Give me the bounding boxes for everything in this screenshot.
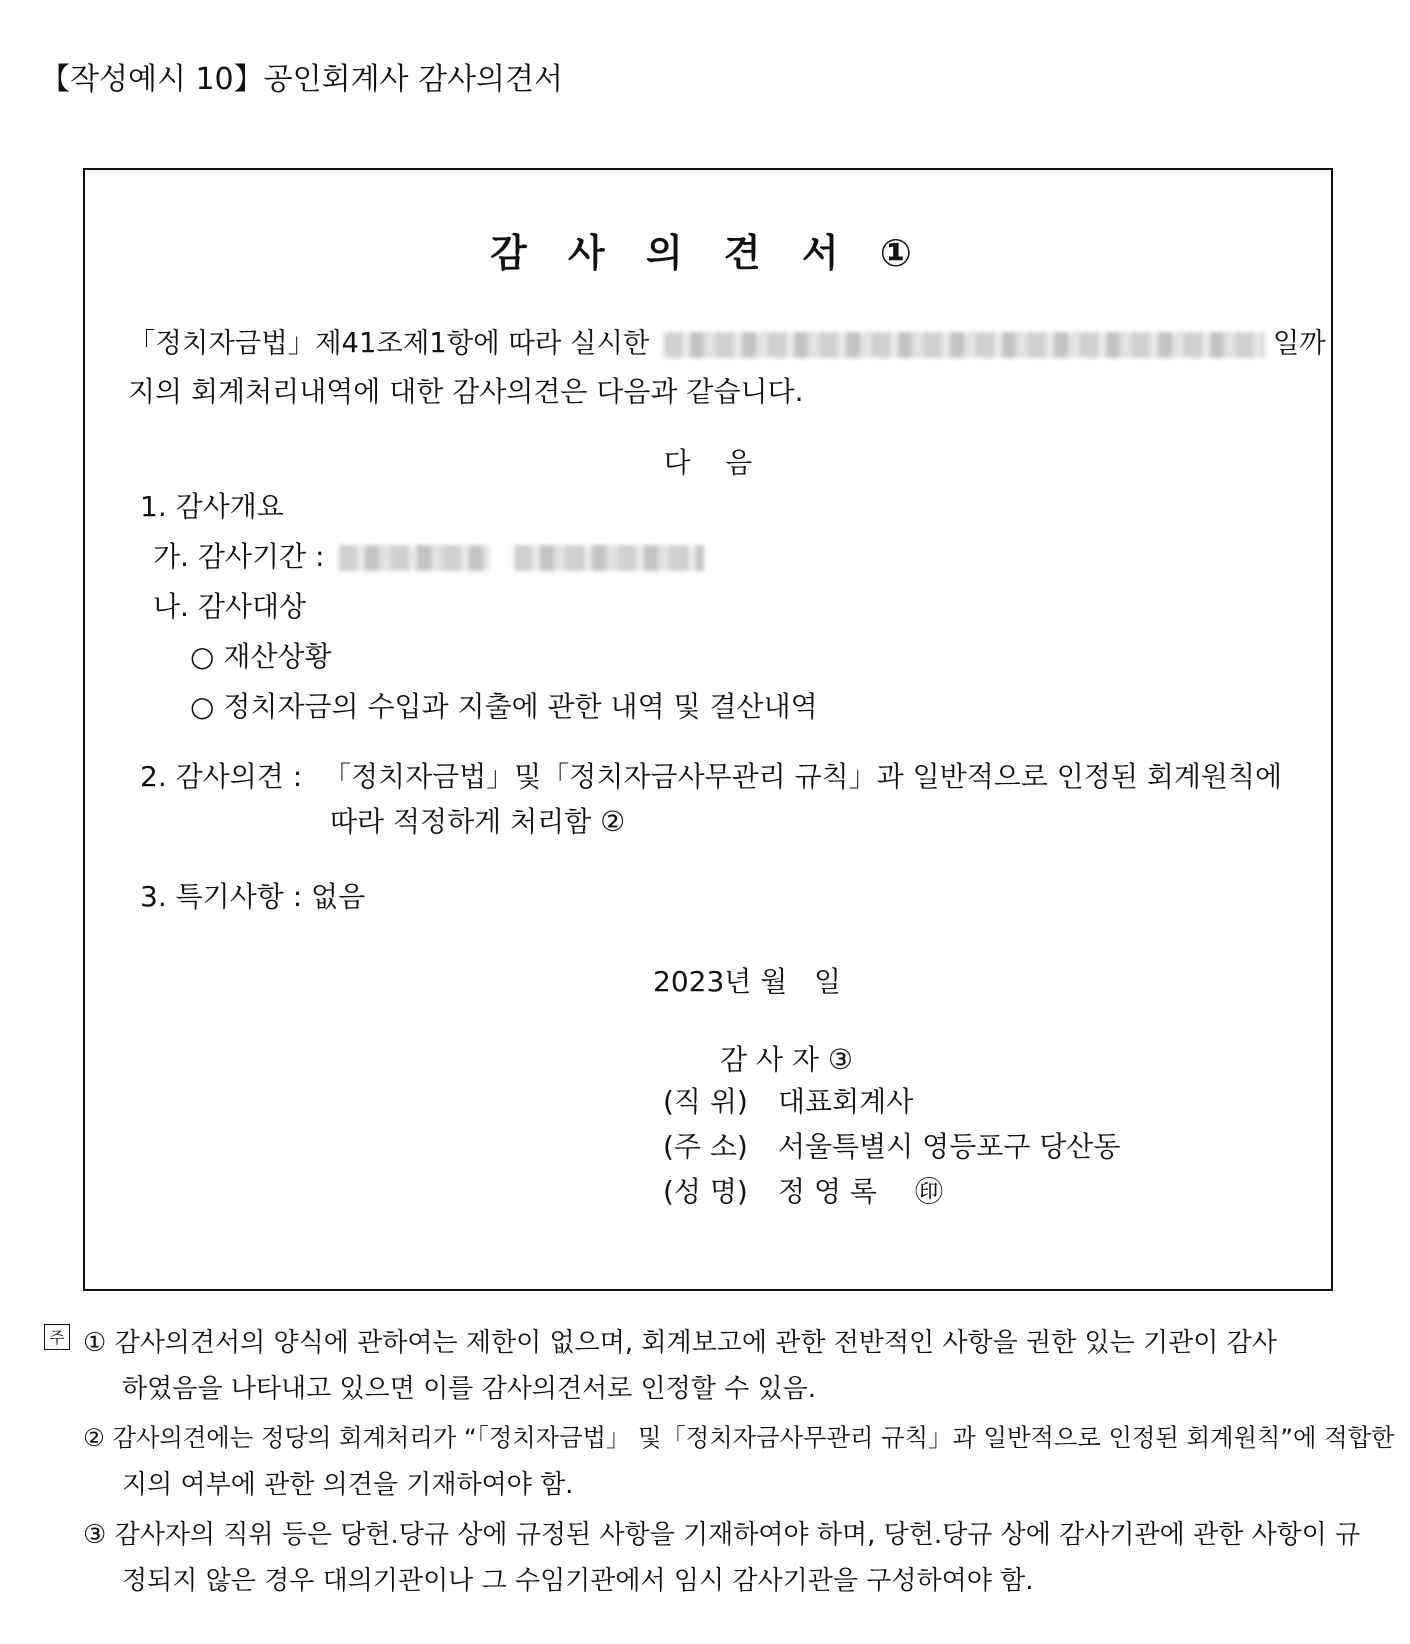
auditor-heading: 감 사 자 ③ [720, 1043, 853, 1076]
section-2-label: 2. 감사의견 : [140, 760, 303, 793]
intro-line-2: 지의 회계처리내역에 대한 감사의견은 다음과 같습니다. [128, 375, 804, 408]
note-mark: 주 [44, 1324, 70, 1350]
section-1-title: 1. 감사개요 [140, 490, 284, 523]
document-title: 감 사 의 견 서 ① [490, 231, 926, 275]
note-1-line-1: ① 감사의견서의 양식에 관하여는 제한이 없으며, 회계보고에 관한 전반적인 사항을 권한 있는 기관이 감사 [83, 1328, 1277, 1358]
section-3: 3. 특기사항 : 없음 [140, 880, 366, 913]
seal-mark: ㊞ [915, 1175, 944, 1208]
intro-prefix: 「정치자금법」제41조제1항에 따라 실시한 [128, 328, 650, 359]
auditor-name-value: 정 영 록 [778, 1175, 877, 1208]
audit-target-label: 나. 감사대상 [153, 590, 307, 623]
note-3-line-2: 정되지 않은 경우 대의기관이나 그 수임기관에서 임시 감사기관을 구성하여야 함. [122, 1566, 1034, 1596]
note-1-line-2: 하였음을 나타내고 있으면 이를 감사의견서로 인정할 수 있음. [122, 1374, 817, 1404]
section-2-line-2: 따라 적정하게 처리함 ② [330, 805, 626, 838]
auditor-address-value: 서울특별시 영등포구 당산동 [778, 1130, 1121, 1163]
auditor-position-label: (직 위) [663, 1085, 748, 1118]
auditor-position-value: 대표회계사 [778, 1085, 914, 1118]
note-2-line-1: ② 감사의견에는 정당의 회계처리가 “「정치자금법」 및「정치자금사무관리 규칙」과 일반적으로 인정된 회계원칙”에 적합한 [83, 1423, 1395, 1452]
note-3-line-1: ③ 감사자의 직위 등은 당헌.당규 상에 규정된 사항을 기재하여야 하며, 당헌.당규 상에 감사기관에 관한 사항이 규 [83, 1520, 1361, 1550]
intro-line-1 [128, 320, 1326, 360]
note-2-line-2: 지의 여부에 관한 의견을 기재하여야 함. [122, 1470, 574, 1500]
target-item-1: ○ 재산상황 [190, 640, 332, 673]
document-date: 2023년 월 일 [653, 965, 842, 998]
redacted-period [664, 332, 1264, 358]
audit-period-row [153, 535, 704, 575]
auditor-name-label: (성 명) [663, 1175, 748, 1208]
target-item-2: ○ 정치자금의 수입과 지출에 관한 내역 및 결산내역 [190, 690, 818, 723]
redacted-end-date [514, 545, 704, 571]
page-caption: 【작성예시 10】공인회계사 감사의견서 [40, 62, 563, 97]
audit-period-label: 가. 감사기간 : [153, 540, 325, 573]
next-heading: 다 음 [663, 446, 753, 479]
section-2-line-1: 「정치자금법」및「정치자금사무관리 규칙」과 일반적으로 인정된 회계원칙에 [323, 760, 1283, 793]
intro-suffix: 일까 [1272, 328, 1326, 359]
redacted-start-date [339, 545, 489, 571]
opinion-document [83, 168, 1333, 1291]
auditor-address-label: (주 소) [663, 1130, 748, 1163]
